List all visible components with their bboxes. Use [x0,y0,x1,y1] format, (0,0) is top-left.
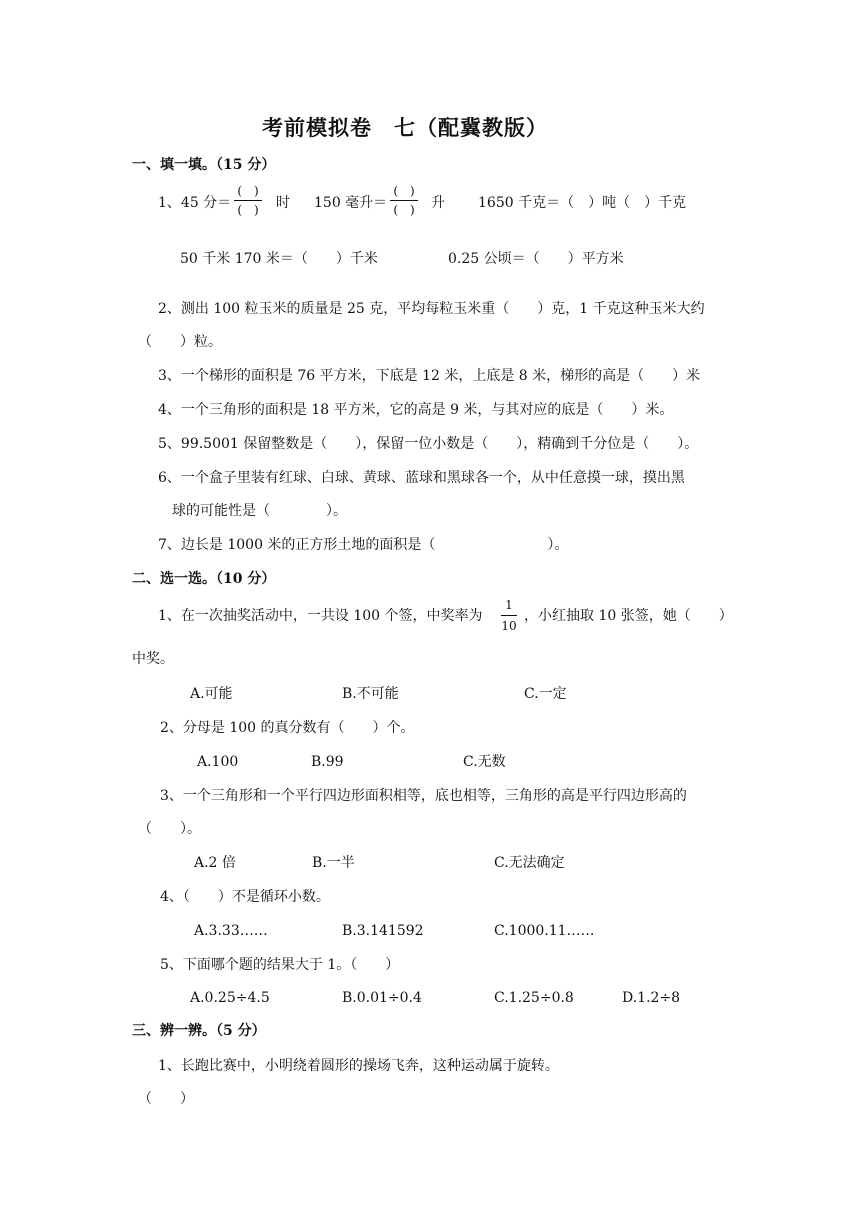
q7: 7、边长是 1000 米的正方形土地的面积是（ ）。 [158,537,569,553]
s2-q5-option-d: D.1.2÷8 [622,990,681,1006]
q1-line2-km: 50 千米 170 米＝（ ）千米 [180,251,378,267]
s2-q5: 5、下面哪个题的结果大于 1。（ ） [160,957,400,973]
s3-q1-line1: 1、长跑比赛中，小明绕着圆形的操场飞奔，这种运动属于旋转。 [158,1058,559,1074]
q1-unit-hour: 时 [276,195,290,211]
q2-line1: 2、测出 100 粒玉米的质量是 25 克，平均每粒玉米重（ ）克，1 千克这种玉米大约 [158,301,705,317]
fraction-bar [501,615,517,616]
q1-fraction-hours [234,184,262,217]
s2-q3-option-a: A.2 倍 [194,855,236,871]
s2-q4-option-b: B.3.141592 [342,923,424,939]
q6-line1: 6、一个盒子里装有红球、白球、黄球、蓝球和黑球各一个，从中任意摸一球，摸出黑 [158,470,685,486]
s2-q1-option-b: B.不可能 [342,686,399,702]
fraction-denominator: 10 [501,619,517,633]
fraction-numerator: ( ) [237,184,259,198]
s2-q2: 2、分母是 100 的真分数有（ ）个。 [160,720,415,736]
s2-q3-line1: 3、一个三角形和一个平行四边形面积相等，底也相等，三角形的高是平行四边形高的 [160,788,687,804]
q1-unit-litre: 升 [431,195,445,211]
q6-line2: 球的可能性是（ ）。 [172,503,347,519]
s2-q2-option-a: A.100 [197,754,239,770]
s2-q1-line2: 中奖。 [132,651,174,667]
s2-q5-option-b: B.0.01÷0.4 [342,990,422,1006]
q4: 4、一个三角形的面积是 18 平方米，它的高是 9 米，与其对应的底是（ ）米。 [158,402,674,418]
q5: 5、99.5001 保留整数是（ ），保留一位小数是（ ），精确到千分位是（ ）。 [158,436,699,452]
section-1-heading: 一、填一填。（15 分） [132,157,276,173]
s2-q2-option-c: C.无数 [463,754,506,770]
s2-q3-option-b: B.一半 [312,855,355,871]
q1-line2-hectare: 0.25 公顷＝（ ）平方米 [448,251,624,267]
fraction-denominator: ( ) [237,203,259,217]
q2-line2: （ ）粒。 [138,334,222,350]
s3-q1-line2: （ ） [138,1091,194,1107]
q1-prefix: 1、45 分＝ [158,195,232,211]
s2-q3-line2: （ ）。 [138,821,201,837]
q1-fraction-litres [390,184,418,217]
s2-q5-option-a: A.0.25÷4.5 [190,990,270,1006]
fraction-numerator: ( ) [393,184,415,198]
section-3-heading: 三、辨一辨。（5 分） [132,1023,266,1039]
s2-q1-fraction [495,598,523,633]
q1-tail: 1650 千克＝（ ）吨（ ）千克 [478,195,687,211]
fraction-bar [390,200,418,201]
s2-q1-part-a: 1、在一次抽奖活动中，一共设 100 个签，中奖率为 [158,608,483,624]
section-2-heading: 二、选一选。（10 分） [132,571,276,587]
s2-q4-option-c: C.1000.11…… [494,923,595,939]
fraction-numerator: 1 [505,598,513,612]
s2-q4-option-a: A.3.33…… [194,923,268,939]
s2-q3-option-c: C.无法确定 [494,855,565,871]
fraction-denominator: ( ) [393,203,415,217]
s2-q5-option-c: C.1.25÷0.8 [494,990,574,1006]
s2-q2-option-b: B.99 [311,754,344,770]
fraction-bar [234,200,262,201]
q3: 3、一个梯形的面积是 76 平方米，下底是 12 米，上底是 8 米，梯形的高是（ ）米 [158,368,701,384]
s2-q1-option-c: C.一定 [524,686,567,702]
q1-mid: 150 毫升＝ [314,195,388,211]
s2-q4: 4、（ ）不是循环小数。 [160,889,330,905]
s2-q1-option-a: A.可能 [190,686,233,702]
s2-q1-part-b: ，小红抽取 10 张签，她（ ） [524,608,733,624]
page-title: 考前模拟卷 七（配冀教版） [262,115,548,140]
